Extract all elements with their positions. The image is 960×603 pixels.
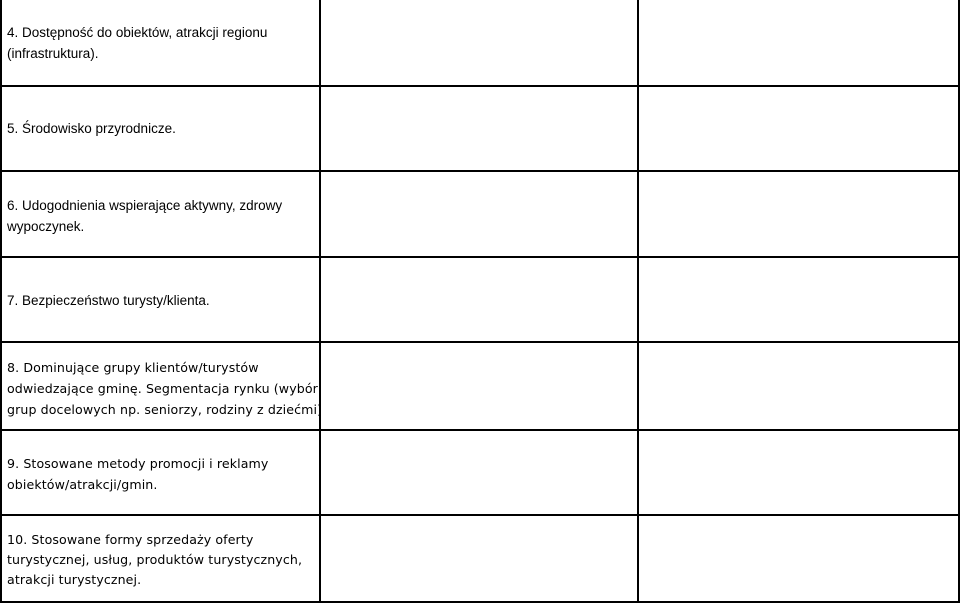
table-cell-empty[interactable] — [639, 343, 960, 431]
table-cell-criterion — [0, 172, 321, 258]
table-cell-criterion — [0, 0, 321, 87]
table-cell-empty[interactable] — [321, 258, 639, 343]
table-cell-criterion — [0, 431, 321, 516]
criterion-line: (infrastruktura). — [7, 46, 99, 61]
criterion-line: 4. Dostępność do obiektów, atrakcji regionu — [7, 25, 268, 40]
table-cell-empty[interactable] — [321, 431, 639, 516]
table-cell-criterion — [0, 258, 321, 343]
table-cell-criterion — [0, 516, 321, 603]
criterion-line: atrakcji turystycznej. — [7, 572, 142, 587]
table-cell-empty[interactable] — [639, 87, 960, 172]
table-cell-criterion — [0, 343, 321, 431]
criterion-line: grup docelowych np. seniorzy, rodziny z dziećmi) — [7, 402, 323, 417]
criterion-line: 10. Stosowane formy sprzedaży oferty — [7, 532, 254, 547]
criterion-line: 6. Udogodnienia wspierające aktywny, zdrowy — [7, 198, 283, 213]
table-row — [0, 343, 960, 431]
table-cell-empty[interactable] — [321, 0, 639, 87]
criterion-line: wypoczynek. — [7, 219, 85, 234]
table-cell-empty[interactable] — [639, 258, 960, 343]
table-cell-empty[interactable] — [321, 516, 639, 603]
table-cell-criterion — [0, 87, 321, 172]
criterion-line: 7. Bezpieczeństwo turysty/klienta. — [7, 293, 210, 308]
criterion-line: obiektów/atrakcji/gmin. — [7, 477, 158, 492]
table-row — [0, 258, 960, 343]
table-cell-empty[interactable] — [639, 172, 960, 258]
table-row — [0, 0, 960, 87]
table-cell-empty[interactable] — [321, 172, 639, 258]
criterion-line: turystycznej, usług, produktów turystycznych, — [7, 552, 303, 567]
table-cell-empty[interactable] — [321, 87, 639, 172]
criterion-line: 5. Środowisko przyrodnicze. — [7, 121, 176, 136]
table-cell-empty[interactable] — [639, 0, 960, 87]
criterion-line: 9. Stosowane metody promocji i reklamy — [7, 456, 269, 471]
table-cell-empty[interactable] — [639, 431, 960, 516]
table-cell-empty[interactable] — [321, 343, 639, 431]
table-cell-empty[interactable] — [639, 516, 960, 603]
table-row — [0, 431, 960, 516]
table-row — [0, 172, 960, 258]
criterion-line: 8. Dominujące grupy klientów/turystów — [7, 360, 259, 375]
table-row — [0, 87, 960, 172]
criterion-line: odwiedzające gminę. Segmentacja rynku (wybór — [7, 381, 318, 396]
table-row — [0, 516, 960, 603]
